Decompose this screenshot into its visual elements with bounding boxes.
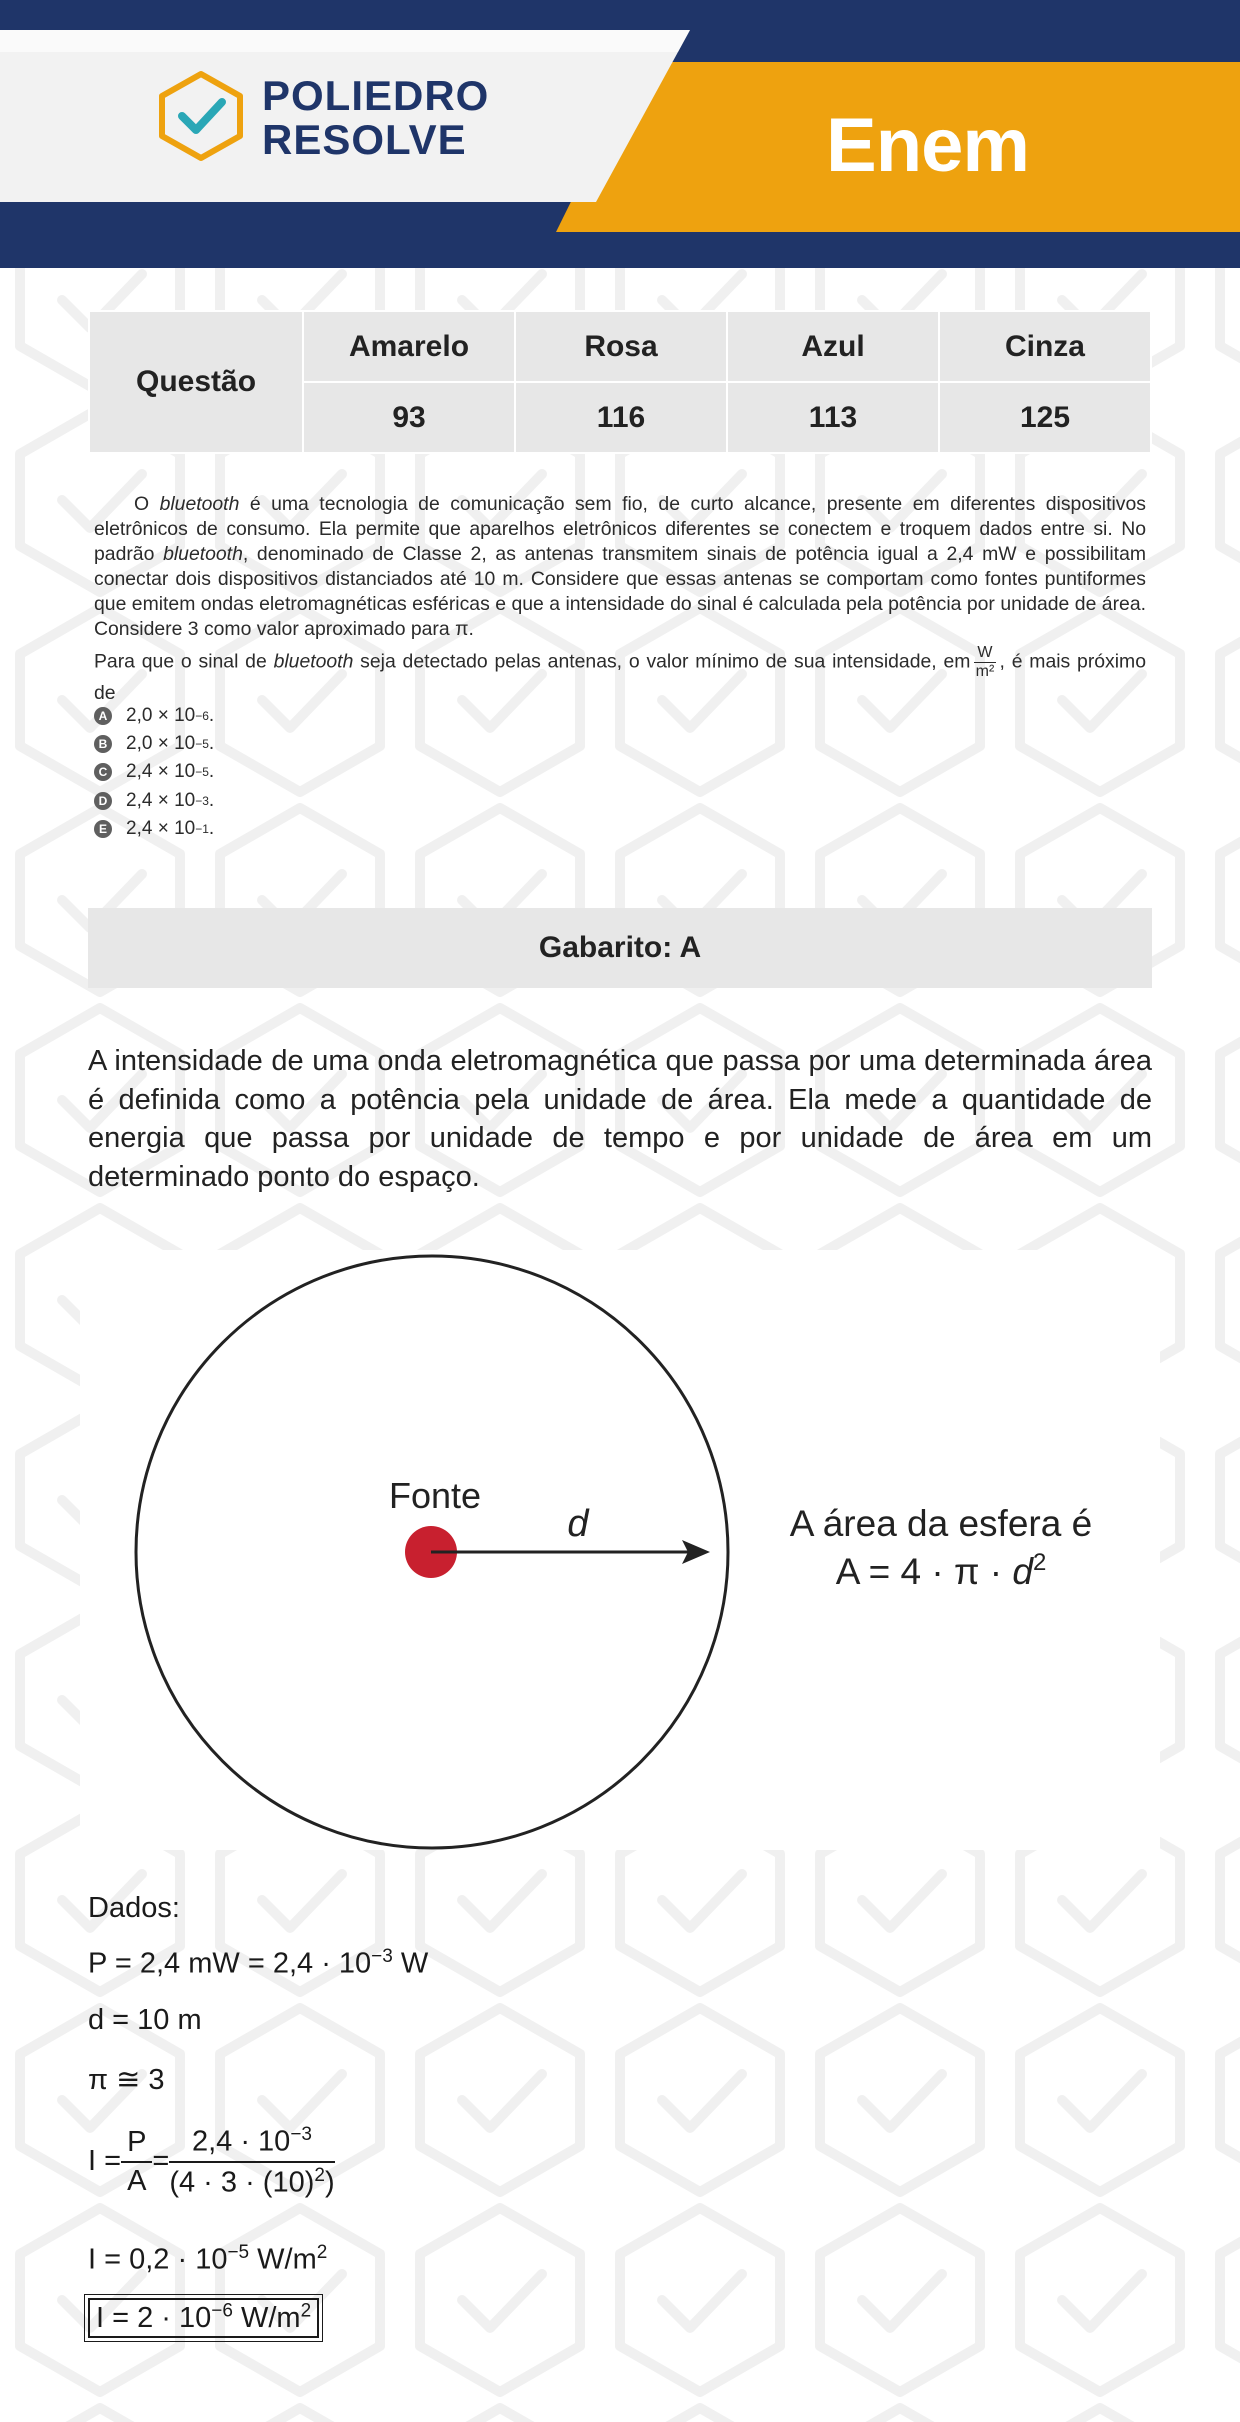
table-cell-cinza: 125 bbox=[939, 382, 1151, 453]
result-unit-exponent: 2 bbox=[316, 2242, 328, 2263]
result-unit: W/m bbox=[249, 2243, 317, 2276]
brand-name bbox=[262, 74, 489, 162]
option-letter-badge: C bbox=[94, 763, 112, 781]
caption-formula: A = 4 · π · bbox=[835, 1551, 1013, 1592]
result-line-1 bbox=[88, 2242, 327, 2277]
option-b[interactable] bbox=[94, 730, 214, 758]
pi-line: π ≅ 3 bbox=[88, 2064, 165, 2096]
table-cell-rosa: 116 bbox=[515, 382, 727, 453]
fraction-numerator bbox=[169, 2124, 334, 2163]
option-exponent: −5 bbox=[195, 765, 209, 780]
option-d[interactable] bbox=[94, 787, 214, 815]
option-value: 2,0 × 10 bbox=[126, 733, 196, 755]
table-header-cinza: Cinza bbox=[939, 311, 1151, 382]
denominator-text: (4 · 3 · (10) bbox=[169, 2166, 315, 2199]
power-exponent: −3 bbox=[371, 1946, 393, 1967]
intensity-lhs: I = bbox=[88, 2145, 122, 2178]
caption-variable: d bbox=[1012, 1551, 1033, 1592]
text-run-italic: bluetooth bbox=[163, 543, 243, 565]
option-end: . bbox=[208, 761, 215, 783]
option-exponent: −3 bbox=[195, 793, 209, 808]
dados-title: Dados: bbox=[88, 1892, 180, 1924]
header-banner bbox=[0, 0, 1240, 268]
option-end: . bbox=[208, 705, 215, 726]
power-unit: W bbox=[392, 1947, 429, 1980]
option-value: 2,0 × 10 bbox=[126, 705, 196, 726]
explanation-paragraph: A intensidade de uma onda eletromagnética que passa por uma determinada área é definida como a potência pela unidade de área. Ela mede a quantidade de energia que passa por unidade de tempo e por unidade de área em um determinado ponto do espaço. bbox=[88, 1045, 1152, 1193]
text-run-italic: bluetooth bbox=[159, 493, 240, 515]
area-caption-line-1: A área da esfera é bbox=[789, 1503, 1093, 1544]
option-end: . bbox=[208, 733, 215, 755]
fraction-numerator: P bbox=[121, 2126, 152, 2163]
option-exponent: −5 bbox=[195, 737, 209, 752]
diagram-background bbox=[80, 1250, 1160, 1850]
unit-fraction bbox=[974, 644, 995, 681]
brand-line-1: POLIEDRO bbox=[262, 72, 490, 119]
final-result bbox=[88, 2300, 319, 2335]
table-cell-amarelo: 93 bbox=[303, 382, 515, 453]
radius-label: d bbox=[567, 1503, 589, 1545]
result-unit: W/m bbox=[232, 2301, 301, 2334]
check-hexagon-icon bbox=[158, 70, 244, 162]
option-a[interactable] bbox=[94, 702, 214, 730]
result-unit-exponent: 2 bbox=[300, 2300, 312, 2321]
result-exponent: −6 bbox=[211, 2300, 233, 2321]
unit-numerator: W bbox=[974, 644, 995, 663]
question-paragraph-1 bbox=[94, 492, 1146, 642]
source-label: Fonte bbox=[388, 1475, 482, 1516]
power-line bbox=[88, 1946, 428, 1981]
option-value: 2,4 × 10 bbox=[126, 817, 196, 839]
exam-title: Enem bbox=[826, 103, 1029, 188]
option-e[interactable] bbox=[94, 815, 214, 843]
table-header-azul: Azul bbox=[727, 311, 939, 382]
denominator-close: ) bbox=[324, 2166, 335, 2199]
answer-options bbox=[94, 702, 214, 843]
text-run: O bbox=[134, 493, 160, 515]
table-header-amarelo: Amarelo bbox=[303, 311, 515, 382]
text-run: , é mais próximo de bbox=[94, 650, 1146, 704]
text-run-italic: bluetooth bbox=[273, 650, 354, 673]
area-caption-line-2 bbox=[836, 1549, 1047, 1592]
text-run: Para que o sinal de bbox=[94, 650, 274, 673]
result-text: I = 0,2 · 10 bbox=[88, 2243, 228, 2276]
text-run: seja detectado pelas antenas, o valor mínimo de sua intensidade, em bbox=[353, 650, 971, 673]
numerator-exponent: −3 bbox=[290, 2124, 312, 2145]
distance-line: d = 10 m bbox=[88, 2004, 202, 2036]
denominator-exponent: 2 bbox=[314, 2164, 325, 2186]
answer-key-banner: Gabarito: A bbox=[88, 908, 1152, 988]
numeric-fraction bbox=[169, 2124, 334, 2199]
question-number-table bbox=[88, 310, 1152, 454]
numerator-text: 2,4 · 10 bbox=[191, 2125, 291, 2158]
result-text: I = 2 · 10 bbox=[96, 2301, 212, 2334]
table-header-rosa: Rosa bbox=[515, 311, 727, 382]
final-result-box bbox=[88, 2298, 319, 2338]
option-value: 2,4 × 10 bbox=[126, 789, 196, 811]
brand-line-2: RESOLVE bbox=[262, 116, 467, 163]
fraction-denominator bbox=[169, 2163, 334, 2200]
option-c[interactable] bbox=[94, 758, 214, 786]
text-run: , denominado de Classe 2, as antenas transmitem sinais de potência igual a 2,4 mW e possibilitam conectar dois dispositivos distanciados até 10 m. Considere que essas antenas se comportam como fontes puntiformes que emitem ondas eletromagnéticas esféricas e que a intensidade do sinal é calculada pela potência por unidade de área. Considere 3 como valor aproximado para π. bbox=[94, 543, 1146, 640]
option-letter-badge: A bbox=[94, 707, 112, 725]
option-exponent: −6 bbox=[195, 709, 209, 723]
result-exponent: −5 bbox=[227, 2242, 250, 2263]
option-letter-badge: B bbox=[94, 735, 112, 753]
option-exponent: −1 bbox=[195, 821, 209, 836]
question-paragraph-2 bbox=[94, 644, 1146, 706]
table-cell-azul: 113 bbox=[727, 382, 939, 453]
caption-exponent: 2 bbox=[1032, 1549, 1047, 1576]
fraction-denominator: A bbox=[127, 2164, 147, 2197]
intensity-formula bbox=[88, 2124, 335, 2199]
option-end: . bbox=[208, 789, 215, 811]
option-letter-badge: D bbox=[94, 792, 112, 810]
equals-sign: = bbox=[152, 2145, 170, 2178]
text-run: é uma tecnologia de comunicação sem fio, de curto alcance, presente em diferentes dispositivos eletrônicos de consumo. Ela permite que aparelhos eletrônicos diferentes se conectem e troquem dados entre si. No padrão bbox=[94, 493, 1146, 565]
unit-denominator: m² bbox=[975, 663, 995, 680]
p-over-a-fraction bbox=[121, 2126, 152, 2198]
option-value: 2,4 × 10 bbox=[126, 761, 196, 783]
option-end: . bbox=[208, 817, 215, 839]
option-letter-badge: E bbox=[94, 820, 112, 838]
power-text: P = 2,4 mW = 2,4 · 10 bbox=[88, 1947, 372, 1980]
table-corner-label: Questão bbox=[89, 311, 303, 453]
question-statement bbox=[94, 492, 1146, 706]
sphere-diagram bbox=[80, 1250, 1160, 1850]
